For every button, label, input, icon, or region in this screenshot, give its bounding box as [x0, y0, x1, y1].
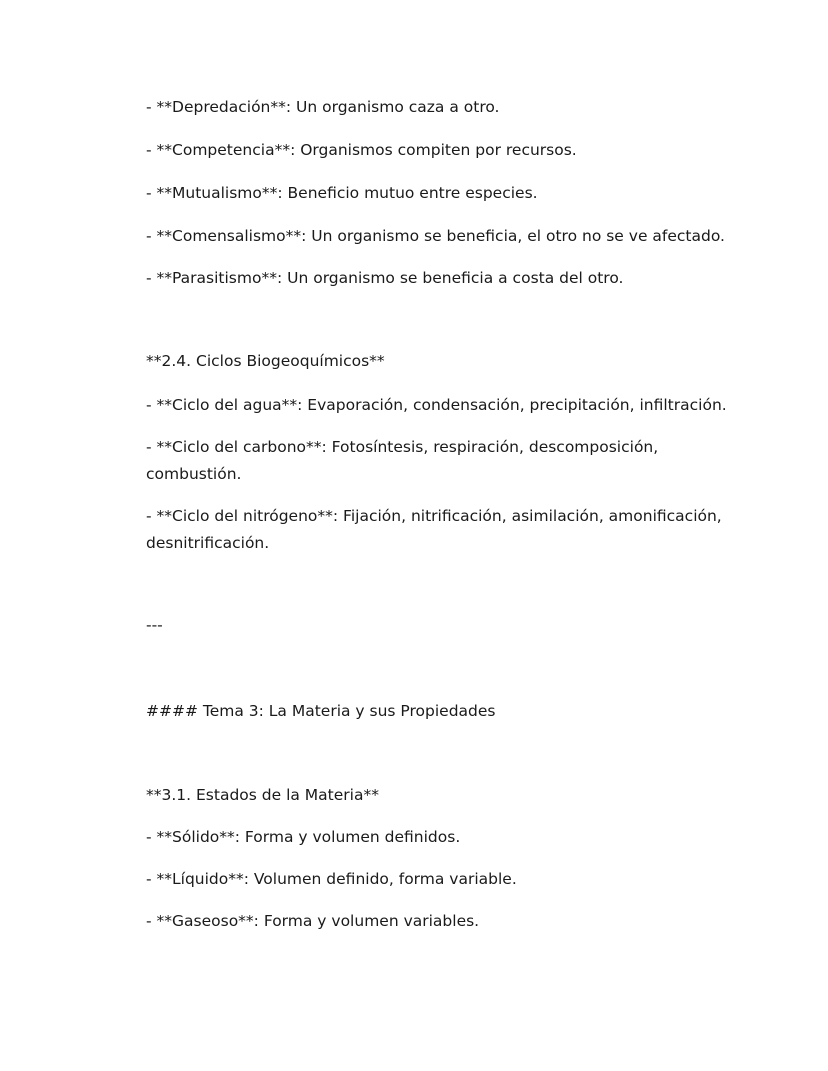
section-title-ciclos: **2.4. Ciclos Biogeoquímicos**	[146, 352, 385, 370]
list-item-depredacion: - **Depredación**: Un organismo caza a otro.	[146, 98, 500, 116]
section-title-estados: **3.1. Estados de la Materia**	[146, 786, 379, 804]
list-item-ciclo-agua: - **Ciclo del agua**: Evaporación, condensación, precipitación, infiltración.	[146, 396, 727, 414]
list-item-competencia: - **Competencia**: Organismos compiten por recursos.	[146, 141, 577, 159]
list-item-ciclo-nitrogeno: - **Ciclo del nitrógeno**: Fijación, nitrificación, asimilación, amonificación, desnitrificación.	[146, 507, 722, 552]
separator: ---	[146, 616, 163, 634]
topic-heading: #### Tema 3: La Materia y sus Propiedades	[146, 702, 496, 720]
list-item-liquido: - **Líquido**: Volumen definido, forma variable.	[146, 870, 517, 888]
list-item-mutualismo: - **Mutualismo**: Beneficio mutuo entre especies.	[146, 184, 538, 202]
list-item-comensalismo: - **Comensalismo**: Un organismo se beneficia, el otro no se ve afectado.	[146, 227, 725, 245]
list-item-gaseoso: - **Gaseoso**: Forma y volumen variables.	[146, 912, 480, 930]
list-item-ciclo-carbono: - **Ciclo del carbono**: Fotosíntesis, respiración, descomposición, combustión.	[146, 438, 659, 483]
list-item-parasitismo: - **Parasitismo**: Un organismo se beneficia a costa del otro.	[146, 269, 624, 287]
list-item-solido: - **Sólido**: Forma y volumen definidos.	[146, 828, 461, 846]
